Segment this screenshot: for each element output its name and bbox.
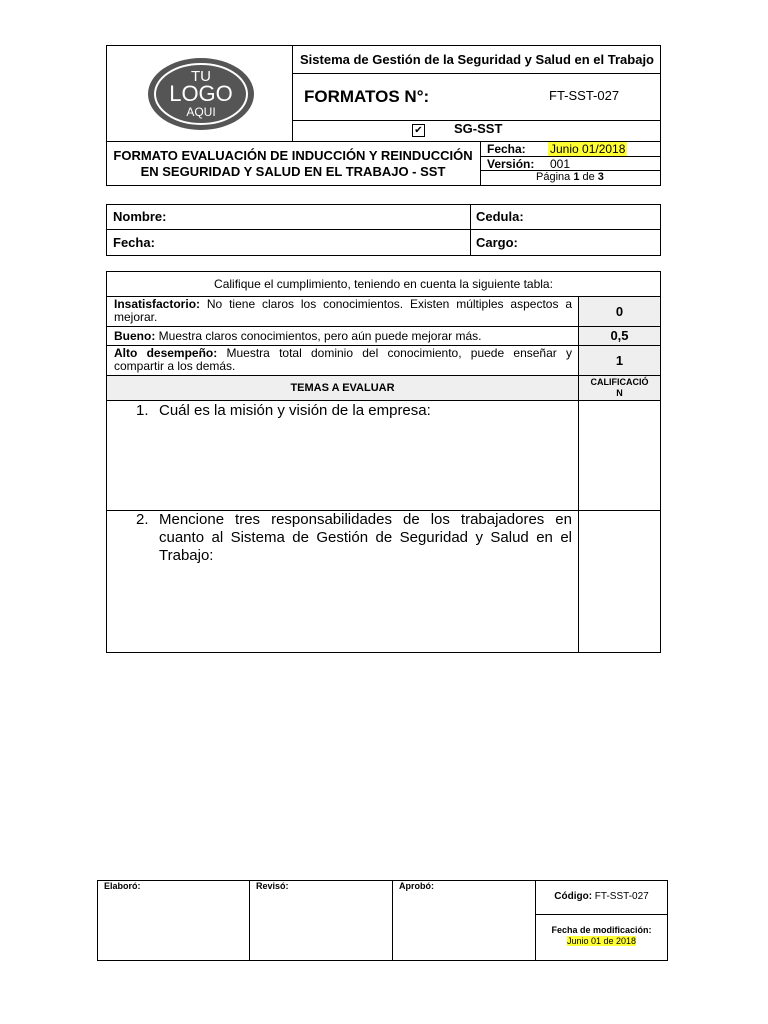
logo-text: AQUI <box>186 105 216 119</box>
format-code: FT-SST-027 <box>549 88 620 103</box>
fecha-modificacion: Fecha de modificación: Junio 01 de 2018 <box>551 925 652 946</box>
form-title <box>108 148 478 180</box>
question-1: 1. Cuál es la misión y visión de la empresa: <box>136 402 431 419</box>
personal-table <box>106 204 661 256</box>
sgsst-label: SG-SST <box>454 121 503 136</box>
scale-score: 0,5 <box>579 327 660 345</box>
aprobo-label: Aprobó: <box>399 881 434 891</box>
scale-row: Insatisfactorio: No tiene claros los conocimientos. Existen múltiples aspectos a mejorar. <box>114 297 572 324</box>
instructions: Califique el cumplimiento, teniendo en cuenta la siguiente tabla: <box>214 277 553 291</box>
reviso-label: Revisó: <box>256 881 289 891</box>
system-title: Sistema de Gestión de la Seguridad y Salud en el Trabajo <box>300 52 654 67</box>
form-title-line1: FORMATO EVALUACIÓN DE INDUCCIÓN Y REINDUCCIÓN <box>113 148 473 163</box>
scale-score: 1 <box>579 346 660 375</box>
codigo: Código: FT-SST-027 <box>554 891 649 902</box>
fecha-value: Junio 01/2018 <box>550 142 626 156</box>
fecha-field-label: Fecha: <box>113 235 155 250</box>
page-number: Página 1 de 3 <box>536 171 604 183</box>
company-logo <box>146 56 256 132</box>
grade-header: CALIFICACIÓ N <box>579 376 660 400</box>
form-title-line2: EN SEGURIDAD Y SALUD EN EL TRABAJO - SST <box>140 164 446 179</box>
version-value: 001 <box>550 157 571 171</box>
formatos-label: FORMATOS N°: <box>304 87 430 106</box>
sgsst-checkbox[interactable]: ✔ <box>412 124 425 137</box>
fecha-label: Fecha: <box>487 142 526 156</box>
scale-row: Bueno: Muestra claros conocimientos, pero aún puede mejorar más. <box>114 329 482 343</box>
grade-cell-2[interactable] <box>579 511 660 652</box>
scale-score: 0 <box>579 297 660 326</box>
question-2: 2. Mencione tres responsabilidades de los trabajadores en cuanto al Sistema de Gestión de Seguridad y Salud en el Trabajo: <box>136 511 572 564</box>
answer-area-2[interactable] <box>107 568 578 652</box>
topics-header: TEMAS A EVALUAR <box>107 376 578 400</box>
answer-area-1[interactable] <box>107 424 578 510</box>
logo-text: LOGO <box>169 81 233 106</box>
grade-cell-1[interactable] <box>579 401 660 510</box>
cargo-label: Cargo: <box>476 235 518 250</box>
version-label: Versión: <box>487 157 535 171</box>
scale-row: Alto desempeño: Muestra total dominio del conocimiento, puede enseñar y compartir a los demás. <box>114 346 572 373</box>
logo-text: TU <box>191 68 211 85</box>
cedula-label: Cedula: <box>476 209 524 224</box>
nombre-label: Nombre: <box>113 209 167 224</box>
elaboro-label: Elaboró: <box>104 881 141 891</box>
